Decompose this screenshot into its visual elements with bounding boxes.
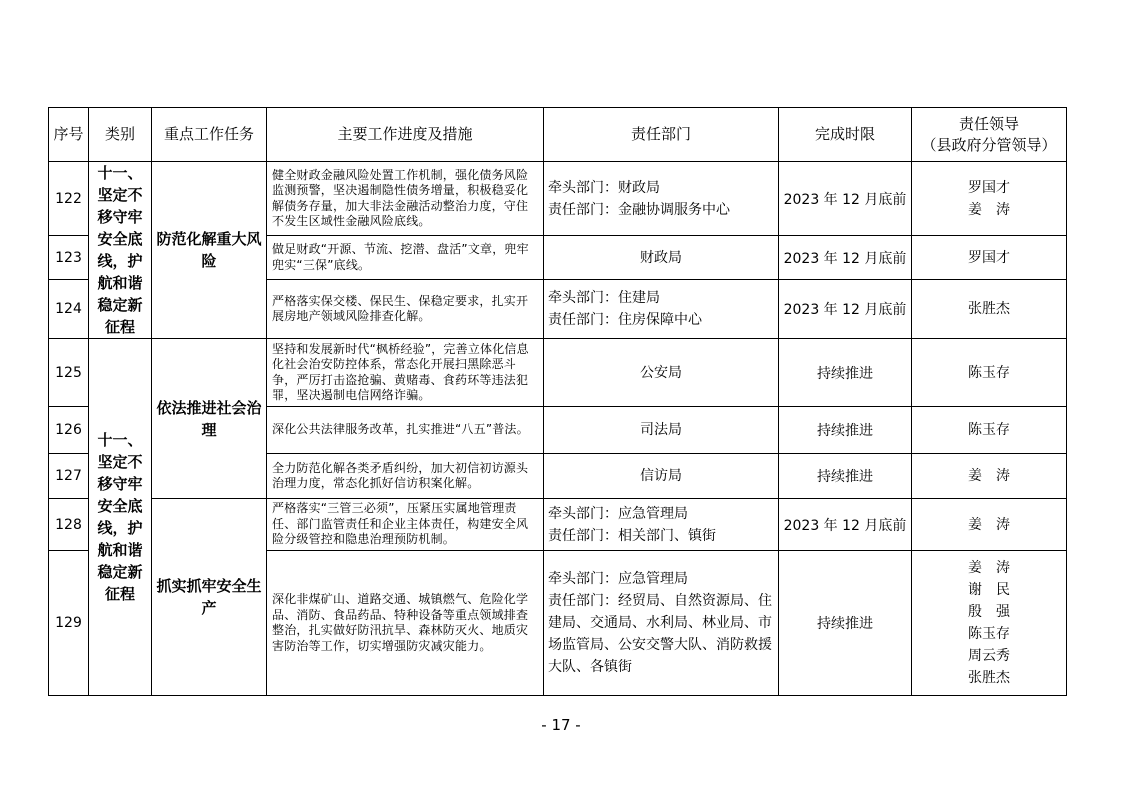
category-cell: 十一、坚定不移守牢安全底线，护航和谐稳定新征程: [89, 162, 152, 339]
header-department: 责任部门: [544, 108, 779, 162]
measure-cell: 做足财政“开源、节流、挖潜、盘活”文章，兜牢兜实“三保”底线。: [267, 236, 544, 280]
measure-cell: 健全财政金融风险处置工作机制，强化债务风险监测预警，坚决遏制隐性债务增量，积极稳妥化解债务存量，加大非法金融活动整治力度，守住不发生区域性金融风险底线。: [267, 162, 544, 236]
measure-cell: 严格落实保交楼、保民生、保稳定要求，扎实开展房地产领域风险排查化解。: [267, 280, 544, 339]
header-row: [49, 108, 1067, 162]
header-deadline: 完成时限: [779, 108, 912, 162]
department-cell: 牵头部门：应急管理局 责任部门：相关部门、镇街: [544, 499, 779, 551]
deadline-cell: 持续推进: [779, 407, 912, 454]
deadline-cell: 持续推进: [779, 454, 912, 499]
leader-cell: 罗国才 姜 涛: [912, 162, 1067, 236]
deadline-cell: 2023 年 12 月底前: [779, 280, 912, 339]
table-row: [49, 162, 1067, 236]
table-row: [49, 339, 1067, 407]
deadline-cell: 持续推进: [779, 339, 912, 407]
department-cell: 信访局: [544, 454, 779, 499]
row-number: 126: [49, 407, 89, 454]
header-category: 类别: [89, 108, 152, 162]
leader-cell: 姜 涛 谢 民 殷 强 陈玉存 周云秀 张胜杰: [912, 551, 1067, 696]
row-number: 124: [49, 280, 89, 339]
leader-cell: 罗国才: [912, 236, 1067, 280]
header-measures: 主要工作进度及措施: [267, 108, 544, 162]
leader-cell: 张胜杰: [912, 280, 1067, 339]
leader-cell: 陈玉存: [912, 407, 1067, 454]
department-cell: 牵头部门：财政局 责任部门：金融协调服务中心: [544, 162, 779, 236]
task-cell: 抓实抓牢安全生产: [152, 499, 267, 696]
department-cell: 公安局: [544, 339, 779, 407]
row-number: 122: [49, 162, 89, 236]
deadline-cell: 2023 年 12 月底前: [779, 162, 912, 236]
measure-cell: 全力防范化解各类矛盾纠纷，加大初信初访源头治理力度，常态化抓好信访积案化解。: [267, 454, 544, 499]
deadline-cell: 持续推进: [779, 551, 912, 696]
deadline-cell: 2023 年 12 月底前: [779, 499, 912, 551]
header-leader: 责任领导 （县政府分管领导）: [912, 108, 1067, 162]
leader-cell: 姜 涛: [912, 499, 1067, 551]
leader-cell: 陈玉存: [912, 339, 1067, 407]
leader-cell: 姜 涛: [912, 454, 1067, 499]
department-cell: 司法局: [544, 407, 779, 454]
measure-cell: 深化非煤矿山、道路交通、城镇燃气、危险化学品、消防、食品药品、特种设备等重点领域排查整治，扎实做好防汛抗旱、森林防灭火、地质灾害防治等工作，切实增强防灾减灾能力。: [267, 551, 544, 696]
row-number: 127: [49, 454, 89, 499]
category-cell: 十一、坚定不移守牢安全底线，护航和谐稳定新征程: [89, 339, 152, 696]
header-task: 重点工作任务: [152, 108, 267, 162]
table-row: [49, 499, 1067, 551]
row-number: 128: [49, 499, 89, 551]
task-cell: 防范化解重大风险: [152, 162, 267, 339]
department-cell: 财政局: [544, 236, 779, 280]
department-cell: 牵头部门：应急管理局 责任部门：经贸局、自然资源局、住建局、交通局、水利局、林业局、市场监管局、公安交警大队、消防救援大队、各镇街: [544, 551, 779, 696]
row-number: 123: [49, 236, 89, 280]
page-number: - 17 -: [541, 716, 581, 734]
measure-cell: 严格落实“三管三必须”，压紧压实属地管理责任、部门监管责任和企业主体责任，构建安全风险分级管控和隐患治理预防机制。: [267, 499, 544, 551]
row-number: 129: [49, 551, 89, 696]
row-number: 125: [49, 339, 89, 407]
department-cell: 牵头部门：住建局 责任部门：住房保障中心: [544, 280, 779, 339]
measure-cell: 坚持和发展新时代“枫桥经验”，完善立体化信息化社会治安防控体系，常态化开展扫黑除恶斗争，严厉打击盗抢骗、黄赌毒、食药环等违法犯罪，坚决遏制电信网络诈骗。: [267, 339, 544, 407]
work-task-table: [48, 107, 1067, 696]
header-no: 序号: [49, 108, 89, 162]
measure-cell: 深化公共法律服务改革，扎实推进“八五”普法。: [267, 407, 544, 454]
deadline-cell: 2023 年 12 月底前: [779, 236, 912, 280]
task-cell: 依法推进社会治理: [152, 339, 267, 499]
